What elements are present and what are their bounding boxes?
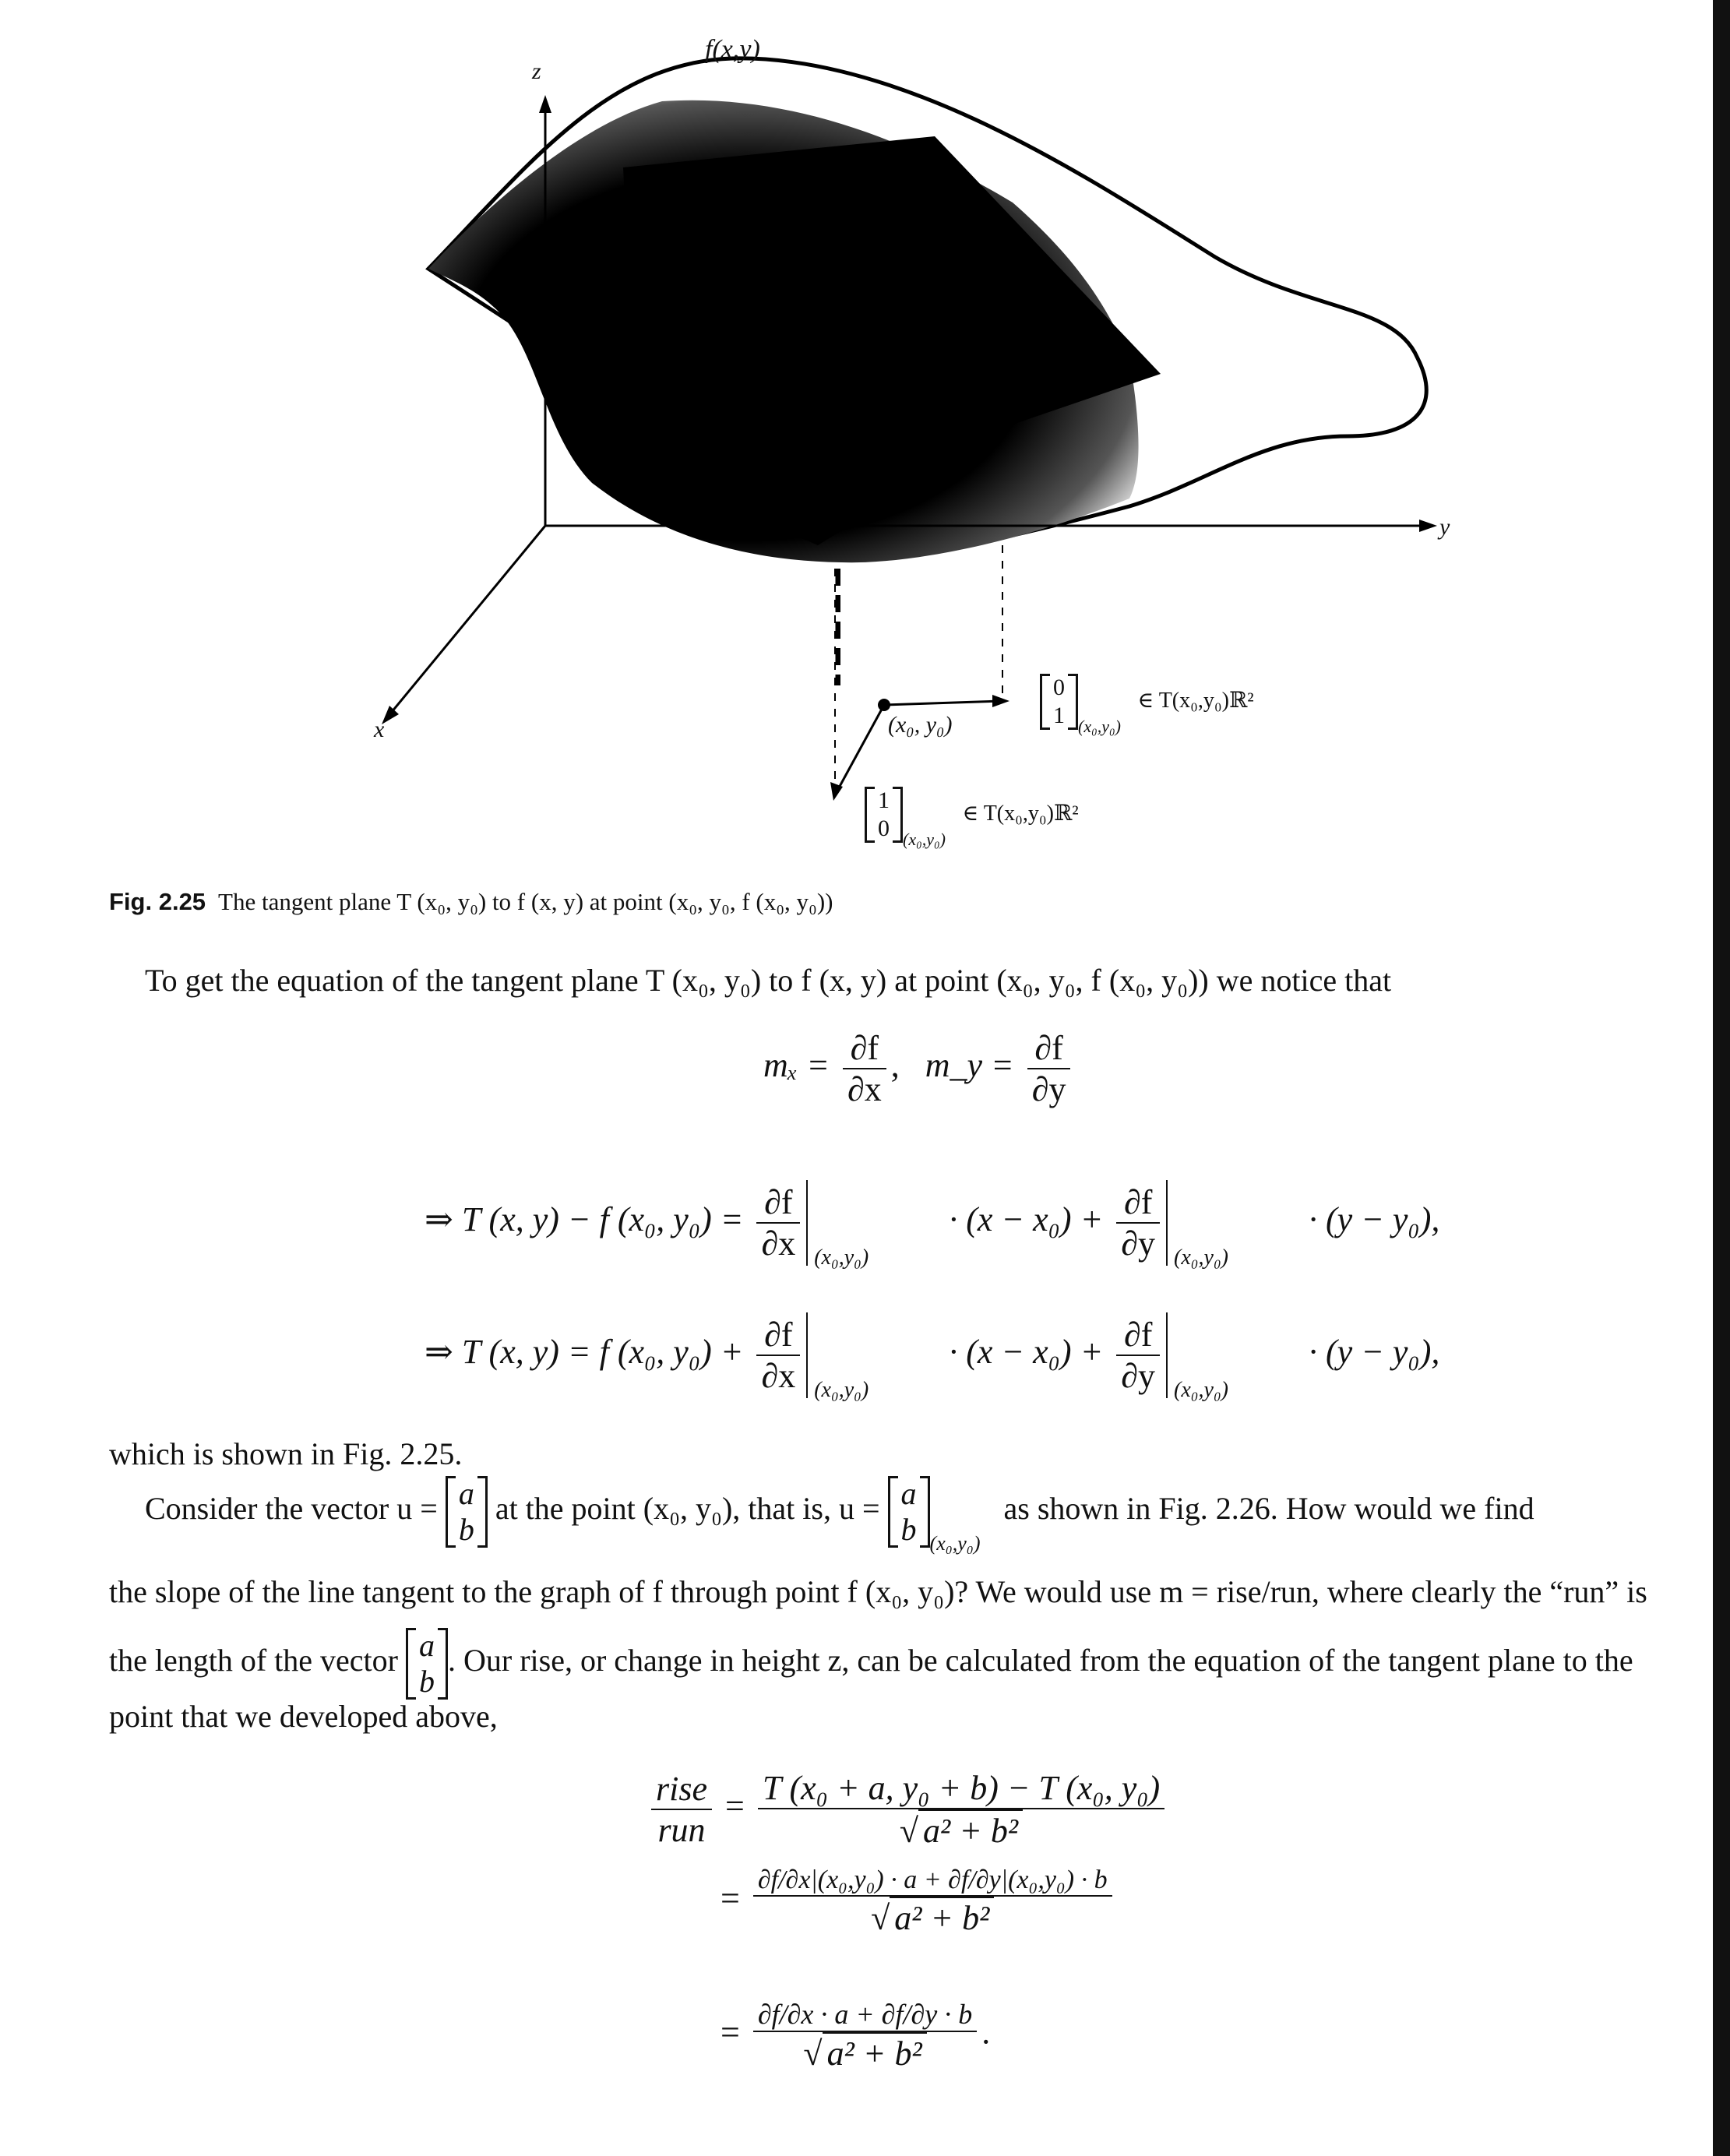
equation-rise-run-1: $\frac{\text{rise}}{\text{run}}$ = $\frac{\text{T (x₀ + a, y₀ + b) − T (x₀, y₀)}}{\text{√ a² + b²}}$ bbox=[647, 1768, 1169, 1851]
axis-z-label: z bbox=[532, 58, 541, 84]
vector-y-label: 0 1 $_{(x_0,y_0)}$ ∈ T(x₀,y₀)ℝ² bbox=[1040, 674, 1254, 737]
paragraph-4: the slope of the line tangent to the graph of f through point f (x₀, y₀)? We would use m = rise/run, where clearly the “run” is bbox=[109, 1574, 1647, 1609]
vector-y bbox=[884, 701, 1001, 705]
paragraph-1: To get the equation of the tangent plane T (x₀, y₀) to f (x, y) at point (x₀, y₀, f (x₀, y₀)) we notice that bbox=[145, 963, 1392, 998]
tangent-plane-figure bbox=[0, 0, 1730, 872]
axis-x-label: x bbox=[374, 717, 385, 742]
x-axis bbox=[388, 526, 545, 717]
paragraph-3: Consider the vector u = a b at the point (x₀, y₀), that is, u = a b $_{(x_0,y_0)}$ as shown in Fig. 2.26. How would we find bbox=[145, 1476, 1534, 1555]
paragraph-2: which is shown in Fig. 2.25. bbox=[109, 1436, 463, 1471]
equation-2: ⇒ T (x, y) = f (x₀, y₀) + $\frac{\partial f}{\partial x}$ (x₀,y₀) · (x − x₀) + $\frac{\partial f}{\partial y}$ (x₀,y₀) · (y − y₀), bbox=[425, 1312, 1439, 1398]
paragraph-5: the length of the vector a b. Our rise, or change in height z, can be calculated from the equation of the tangent plane to the bbox=[109, 1628, 1633, 1699]
point-label: (x₀, y₀) bbox=[888, 712, 953, 738]
figure-caption bbox=[109, 888, 833, 916]
surface-label: f(x,y) bbox=[705, 35, 760, 64]
axis-y-label: y bbox=[1439, 514, 1450, 540]
caption-text: The tangent plane T (x₀, y₀) to f (x, y) at point (x₀, y₀, f (x₀, y₀)) bbox=[218, 888, 833, 915]
equation-rise-run-2: = $\frac{\text{∂f/∂x|(x₀,y₀) · a + ∂f/∂y|(x₀,y₀) · b}}{\text{√ a² + b²}}$ bbox=[721, 1865, 1117, 1938]
caption-label: Fig. 2.25 bbox=[109, 888, 206, 915]
paragraph-6: point that we developed above, bbox=[109, 1699, 498, 1734]
equation-slopes: mₓ = $\frac{\partial f}{\partial x}$ , m_y = $\frac{\partial f}{\partial y}$ bbox=[763, 1028, 1075, 1109]
vector-x bbox=[837, 705, 884, 791]
equation-rise-run-3: = $\frac{\partial f/\partial x \cdot a + \partial f/\partial y \cdot b}{\text{√ a² + b²}}$ . bbox=[721, 1999, 991, 2073]
equation-1: ⇒ T (x, y) − f (x₀, y₀) = $\frac{\partial f}{\partial x}$ (x₀,y₀) · (x − x₀) + $\frac{\partial f}{\partial y}$ (x₀,y₀) · (y − y₀), bbox=[425, 1180, 1439, 1266]
vector-x-label: 1 0 $_{(x_0,y_0)}$ ∈ T(x₀,y₀)ℝ² bbox=[865, 787, 1079, 850]
